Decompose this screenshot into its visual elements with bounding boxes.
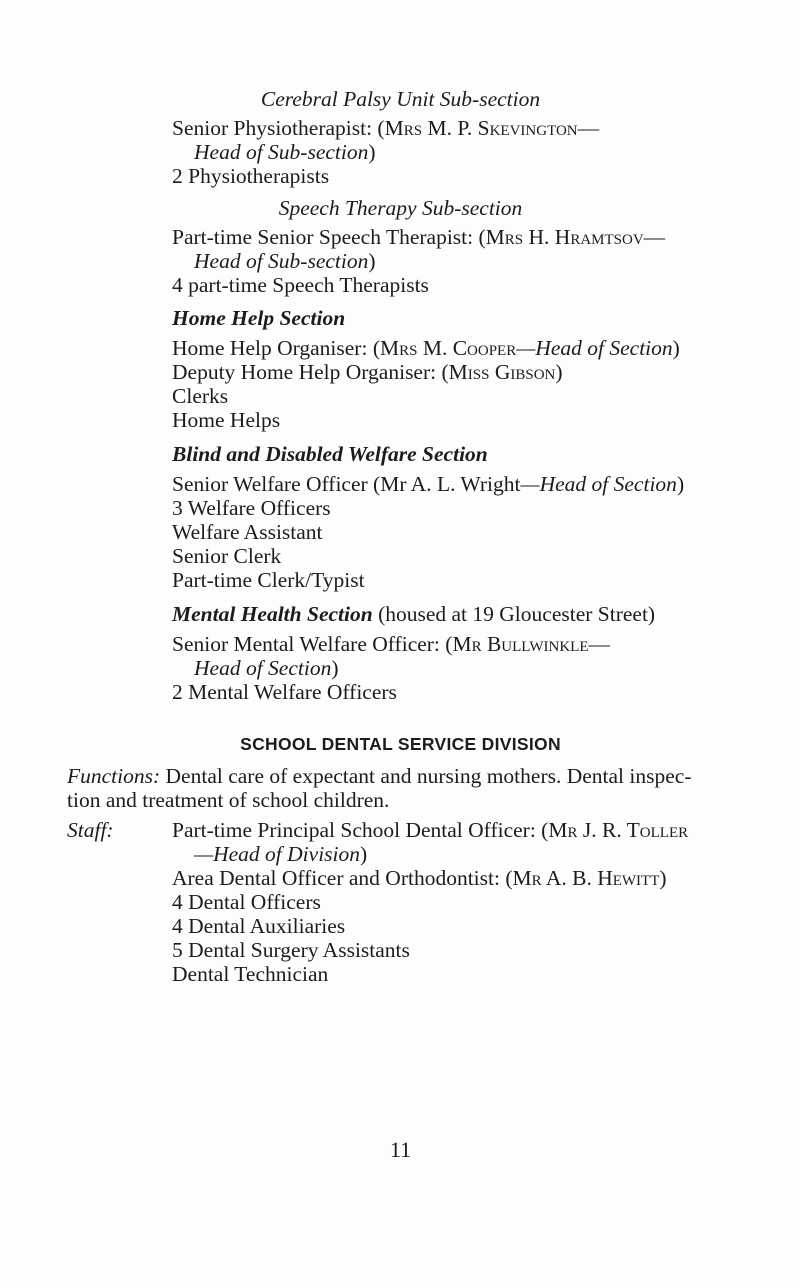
cerebral-palsy-senior-dash: — [577, 116, 600, 140]
dental-area-prefix: Area Dental Officer and Orthodontist: ( [172, 866, 513, 890]
mental-health-heading-line [172, 601, 655, 627]
dental-principal-line [172, 817, 688, 843]
blind-welfare-senior-close: ) [676, 472, 685, 496]
blind-welfare-heading: Blind and Disabled Welfare Section [172, 442, 488, 466]
dental-technician: Dental Technician [172, 962, 329, 986]
home-help-organiser-close: ) [672, 336, 680, 360]
cerebral-palsy-senior-line [172, 115, 599, 141]
blind-welfare-typist: Part-time Clerk/Typist [172, 568, 365, 592]
mental-health-senior-prefix: Senior Mental Welfare Officer: ( [172, 632, 453, 656]
speech-therapy-senior-role-line [194, 248, 376, 274]
home-help-organiser-line [172, 335, 680, 361]
dental-staff-label: Staff: [67, 818, 114, 842]
mental-health-officers: 2 Mental Welfare Officers [172, 680, 397, 704]
mental-health-senior-role-line [194, 655, 339, 681]
dental-functions-text1: Dental care of expectant and nursing mothers. Dental inspec- [160, 764, 692, 788]
home-help-clerks: Clerks [172, 384, 229, 408]
dental-assistants: 5 Dental Surgery Assistants [172, 938, 410, 962]
mental-health-senior-role: Head of Section [194, 656, 332, 680]
dental-division-heading: SCHOOL DENTAL SERVICE DIVISION [240, 734, 561, 754]
home-help-organiser-role: —Head of Section [516, 336, 673, 360]
page-number: 11 [389, 1137, 412, 1162]
dental-principal-role-line [194, 841, 367, 867]
dental-officers: 4 Dental Officers [172, 890, 321, 914]
dental-functions-line1 [67, 763, 691, 789]
cerebral-palsy-senior-name: Mrs M. P. Skevington [384, 116, 578, 140]
home-help-deputy-name: Miss Gibson [448, 360, 556, 384]
mental-health-senior-close: ) [331, 656, 339, 680]
home-help-deputy-prefix: Deputy Home Help Organiser: ( [172, 360, 449, 384]
speech-therapy-senior-role: Head of Sub-section [194, 249, 369, 273]
blind-welfare-officers: 3 Welfare Officers [172, 496, 331, 520]
mental-health-heading-suffix: (housed at 19 Gloucester Street) [372, 602, 656, 626]
speech-therapy-therapists: 4 part-time Speech Therapists [172, 273, 429, 297]
blind-welfare-clerk: Senior Clerk [172, 544, 282, 568]
speech-therapy-senior-name: Mrs H. Hramtsov [485, 225, 644, 249]
blind-welfare-senior-role: —Head of Section [520, 472, 677, 496]
dental-area-line [172, 865, 667, 891]
dental-principal-role: —Head of Division [194, 842, 361, 866]
home-help-organiser-name: Mrs M. Cooper [379, 336, 517, 360]
dental-principal-name: Mr J. R. Toller [548, 818, 689, 842]
blind-welfare-assistant: Welfare Assistant [172, 520, 323, 544]
home-help-heading: Home Help Section [172, 306, 346, 330]
speech-therapy-senior-close: ) [368, 249, 376, 273]
speech-therapy-heading: Speech Therapy Sub-section [278, 196, 523, 220]
dental-area-close: ) [659, 866, 667, 890]
home-help-deputy-close: ) [555, 360, 563, 384]
mental-health-senior-name: Mr Bullwinkle [452, 632, 589, 656]
speech-therapy-senior-dash: — [643, 225, 666, 249]
mental-health-heading: Mental Health Section [172, 602, 373, 626]
blind-welfare-senior-line [172, 471, 684, 497]
cerebral-palsy-heading: Cerebral Palsy Unit Sub-section [260, 87, 541, 111]
cerebral-palsy-senior-role-line [194, 139, 376, 165]
home-help-deputy-line [172, 359, 563, 385]
dental-functions-label: Functions: [67, 764, 161, 788]
blind-welfare-senior-prefix: Senior Welfare Officer (Mr A. L. Wright [172, 472, 521, 496]
mental-health-senior-line [172, 631, 610, 657]
dental-area-name: Mr A. B. Hewitt [512, 866, 660, 890]
home-help-helps: Home Helps [172, 408, 281, 432]
dental-functions-line2: tion and treatment of school children. [67, 788, 390, 812]
dental-auxiliaries: 4 Dental Auxiliaries [172, 914, 346, 938]
mental-health-senior-dash: — [588, 632, 610, 656]
cerebral-palsy-physios: 2 Physiotherapists [172, 164, 330, 188]
speech-therapy-senior-line [172, 224, 665, 250]
cerebral-palsy-senior-close: ) [368, 140, 376, 164]
cerebral-palsy-senior-prefix: Senior Physiotherapist: ( [172, 116, 385, 140]
speech-therapy-senior-prefix: Part-time Senior Speech Therapist: ( [172, 225, 486, 249]
home-help-organiser-prefix: Home Help Organiser: ( [172, 336, 380, 360]
dental-principal-prefix: Part-time Principal School Dental Officer: ( [172, 818, 549, 842]
dental-principal-close: ) [360, 842, 368, 866]
cerebral-palsy-senior-role: Head of Sub-section [194, 140, 369, 164]
